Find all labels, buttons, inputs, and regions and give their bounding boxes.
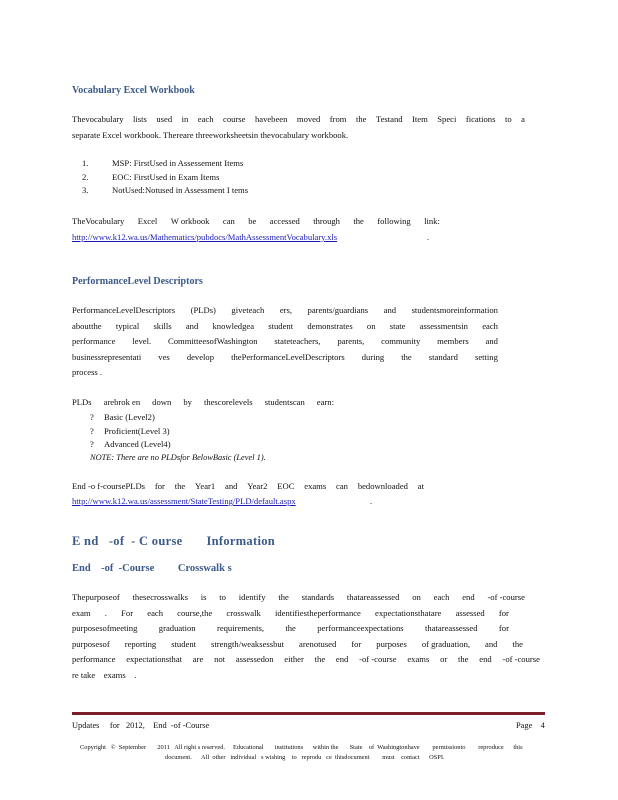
word: state: [389, 320, 406, 331]
word: typical: [115, 320, 140, 331]
word: members: [437, 336, 469, 346]
word: graduation: [158, 623, 196, 633]
word: each: [147, 607, 163, 618]
copyright-line-1: Copyright © September 2011 All right s reserved. Educational institutions within the State of Washingtonhave permissionto reproduce this: [80, 744, 523, 751]
word: community: [381, 336, 421, 346]
cw-line-4: [72, 637, 523, 653]
pld-line-1: [72, 303, 498, 319]
word: arebrok en: [103, 397, 141, 407]
word: end: [479, 654, 492, 664]
word: End -o f-coursePLDs: [72, 481, 146, 491]
list-item: 2. EOC: FirstUsed in Exam Items: [82, 171, 220, 182]
word: performance: [72, 336, 116, 346]
word: PLDs: [72, 397, 92, 407]
word: by: [183, 397, 192, 407]
word: level.: [132, 336, 152, 346]
word: thePerformanceLevelDescriptors: [231, 351, 345, 362]
word: for: [154, 481, 165, 491]
list-item: 3. NotUsed:Notused in Assessment I tems: [82, 185, 249, 195]
word: lists: [133, 114, 147, 124]
word: a: [521, 114, 525, 124]
word: and: [185, 320, 199, 331]
word: end: [335, 654, 349, 664]
word: -of -course: [487, 592, 525, 602]
word: performanceexpectations: [317, 623, 404, 633]
word: for: [498, 607, 509, 618]
word: to: [504, 114, 512, 124]
footer-rule: [72, 712, 545, 715]
word: PerformanceLevelDescriptors: [72, 305, 176, 315]
word: Year1: [195, 481, 216, 491]
word: thatareassessed: [346, 592, 400, 602]
pld-heading: PerformanceLevel Descriptors: [72, 276, 203, 287]
pld-line-2: [72, 319, 498, 335]
word: student: [268, 320, 294, 331]
word: each: [482, 320, 498, 331]
word: earn:: [316, 397, 334, 407]
word: the: [278, 592, 289, 602]
vocabulary-paragraph: [72, 112, 525, 143]
vocab-line-1: [72, 112, 525, 128]
word: havebeen: [254, 114, 288, 124]
word: (PLDs): [190, 305, 216, 315]
word: Excel: [137, 216, 158, 226]
vocabulary-heading: Vocabulary Excel Workbook: [72, 85, 195, 96]
word: moved: [296, 114, 321, 124]
pld-breakdown-text: [72, 395, 334, 411]
word: identify: [238, 592, 266, 602]
word: Testand: [375, 114, 403, 124]
word: the: [512, 638, 523, 649]
word: knowledgea: [212, 320, 255, 331]
pld-eoc-line: [72, 479, 424, 495]
word: the: [314, 654, 326, 664]
vocab-access-line: [72, 214, 440, 230]
word: is: [200, 592, 207, 602]
pld-breakdown-line: [72, 395, 334, 411]
word: the: [458, 654, 469, 664]
word: .: [104, 607, 107, 618]
word: exams: [304, 481, 327, 491]
word: the: [401, 351, 412, 362]
word: and: [485, 638, 498, 649]
word: standards: [301, 592, 335, 602]
word: purposesof: [72, 638, 110, 649]
word: studentscan: [264, 397, 305, 407]
word: in: [181, 114, 189, 124]
word: to: [219, 592, 226, 602]
cw-line-6: re take exams .: [72, 669, 137, 680]
word: the: [174, 481, 186, 491]
word: bedownloaded: [357, 481, 408, 491]
word: assessedon: [235, 654, 274, 664]
pld-line-5: process .: [72, 367, 103, 377]
pld-line-3: [72, 334, 498, 350]
word: course,the: [177, 607, 213, 618]
word: CommitteesofWashington: [168, 336, 258, 346]
word: link:: [424, 216, 440, 226]
word: Speci: [437, 114, 457, 124]
word: purposesofmeeting: [72, 623, 138, 633]
word: or: [440, 654, 448, 664]
word: demonstrates: [307, 320, 353, 331]
vocab-line-2: separate Excel workbook. Thereare threeworksheetsin thevocabulary workbook.: [72, 129, 349, 140]
page-number: Page 4: [516, 721, 545, 730]
word: skills: [153, 320, 172, 331]
word: Thepurposeof: [72, 592, 120, 602]
list-item: ? Basic (Level2): [90, 412, 155, 422]
word: are: [192, 654, 204, 664]
word: crosswalk: [226, 607, 261, 618]
copyright-line-2: document. All other individual s wishing to reprodu ce thisdocument must contact OSPI.: [165, 754, 445, 761]
cw-line-2: [72, 606, 509, 622]
word: assessmentsin: [419, 320, 468, 331]
word: during: [361, 351, 385, 362]
word: either: [284, 654, 304, 664]
word: standard: [428, 351, 458, 362]
word: W orkbook: [170, 216, 210, 226]
word: be: [248, 216, 257, 226]
crosswalks-heading: End -of -Course Crosswalk s: [72, 563, 232, 574]
word: TheVocabulary: [72, 216, 125, 226]
word: requirements,: [216, 623, 264, 633]
eoc-heading: E nd -of - C ourse Information: [72, 534, 276, 548]
word: at: [417, 481, 424, 491]
pld-eoc-link-line: http://www.k12.wa.us/assessment/StateTesting/PLD/default.aspx .: [72, 494, 372, 510]
pld-eoc-text: [72, 479, 424, 495]
cw-line-1: [72, 590, 525, 606]
word: the: [285, 623, 296, 633]
word: expectationsthatare: [375, 607, 442, 618]
pld-link[interactable]: http://www.k12.wa.us/assessment/StateTesting/PLD/default.aspx: [72, 496, 296, 506]
word: and: [383, 305, 397, 315]
word: assessed: [455, 607, 485, 618]
word: for: [351, 638, 362, 649]
word: EOC: [277, 481, 295, 491]
word: expectationsthat: [126, 654, 183, 664]
word: -of -course: [502, 654, 540, 664]
word: purposes: [376, 638, 407, 649]
word: course: [223, 114, 246, 124]
word: and: [485, 336, 498, 346]
word: parents/guardians: [307, 305, 369, 315]
word: identifiestheperformance: [274, 607, 361, 618]
word: -of -course: [359, 654, 397, 664]
word: stateteachers,: [274, 336, 321, 346]
word: accessed: [269, 216, 300, 226]
word: down: [152, 397, 172, 407]
word: from: [329, 114, 347, 124]
word: setting: [474, 351, 498, 362]
word: reporting: [124, 638, 157, 649]
footer-left-text: Updates for 2012, End -of -Course: [72, 721, 210, 730]
word: end: [462, 592, 475, 602]
word: thescorelevels: [203, 397, 253, 407]
word: For: [121, 607, 134, 618]
word: fications: [465, 114, 496, 124]
word: exams: [407, 654, 430, 664]
word: develop: [186, 351, 215, 362]
word: performance: [72, 654, 116, 664]
pld-note: NOTE: There are no PLDsfor BelowBasic (Level 1).: [90, 453, 266, 462]
list-item: 1. MSP: FirstUsed in Assessement Items: [82, 158, 244, 168]
vocab-link-line: http://www.k12.wa.us/Mathematics/pubdocs/MathAssessmentVocabulary.xls .: [72, 230, 429, 246]
word: exam: [72, 607, 91, 618]
word: each: [197, 114, 214, 124]
word: of graduation,: [421, 638, 471, 649]
word: on: [412, 592, 421, 602]
word: Item: [412, 114, 428, 124]
word: thesecrosswalks: [132, 592, 188, 602]
word: aboutthe: [72, 320, 102, 331]
pld-levels-list: [90, 411, 171, 452]
word: each: [433, 592, 450, 602]
word: businessrepresentati: [72, 351, 142, 362]
list-item: ? Proficient(Level 3): [90, 425, 170, 436]
cw-line-5: [72, 652, 540, 668]
crosswalks-paragraph: [72, 590, 540, 683]
vocab-access-text: [72, 214, 440, 230]
word: thatareassessed: [425, 623, 478, 633]
cw-line-3: [72, 621, 509, 637]
word: following: [377, 216, 411, 226]
word: for: [498, 623, 509, 633]
word: used: [156, 114, 173, 124]
worksheet-list: [82, 157, 248, 198]
list-item: ? Advanced (Level4): [90, 439, 171, 449]
word: the: [353, 216, 364, 226]
pld-paragraph: [72, 303, 498, 381]
word: can: [222, 216, 235, 226]
word: can: [336, 481, 348, 491]
word: and: [225, 481, 238, 491]
word: ves: [158, 351, 170, 362]
word: not: [214, 654, 226, 664]
word: studentsmoreinformation: [411, 305, 498, 315]
pld-line-4: [72, 350, 498, 366]
word: ers,: [279, 305, 293, 315]
word: Year2: [247, 481, 268, 491]
word: the: [355, 114, 367, 124]
word: through: [313, 216, 340, 226]
word: parents,: [337, 336, 365, 346]
word: strength/weaksessbut: [211, 638, 285, 649]
word: giveteach: [231, 305, 265, 315]
word: Thevocabulary: [72, 114, 124, 124]
vocabulary-link[interactable]: http://www.k12.wa.us/Mathematics/pubdocs/MathAssessmentVocabulary.xls: [72, 232, 338, 242]
word: student: [171, 638, 197, 649]
word: on: [366, 320, 376, 331]
word: arenotused: [299, 638, 337, 649]
